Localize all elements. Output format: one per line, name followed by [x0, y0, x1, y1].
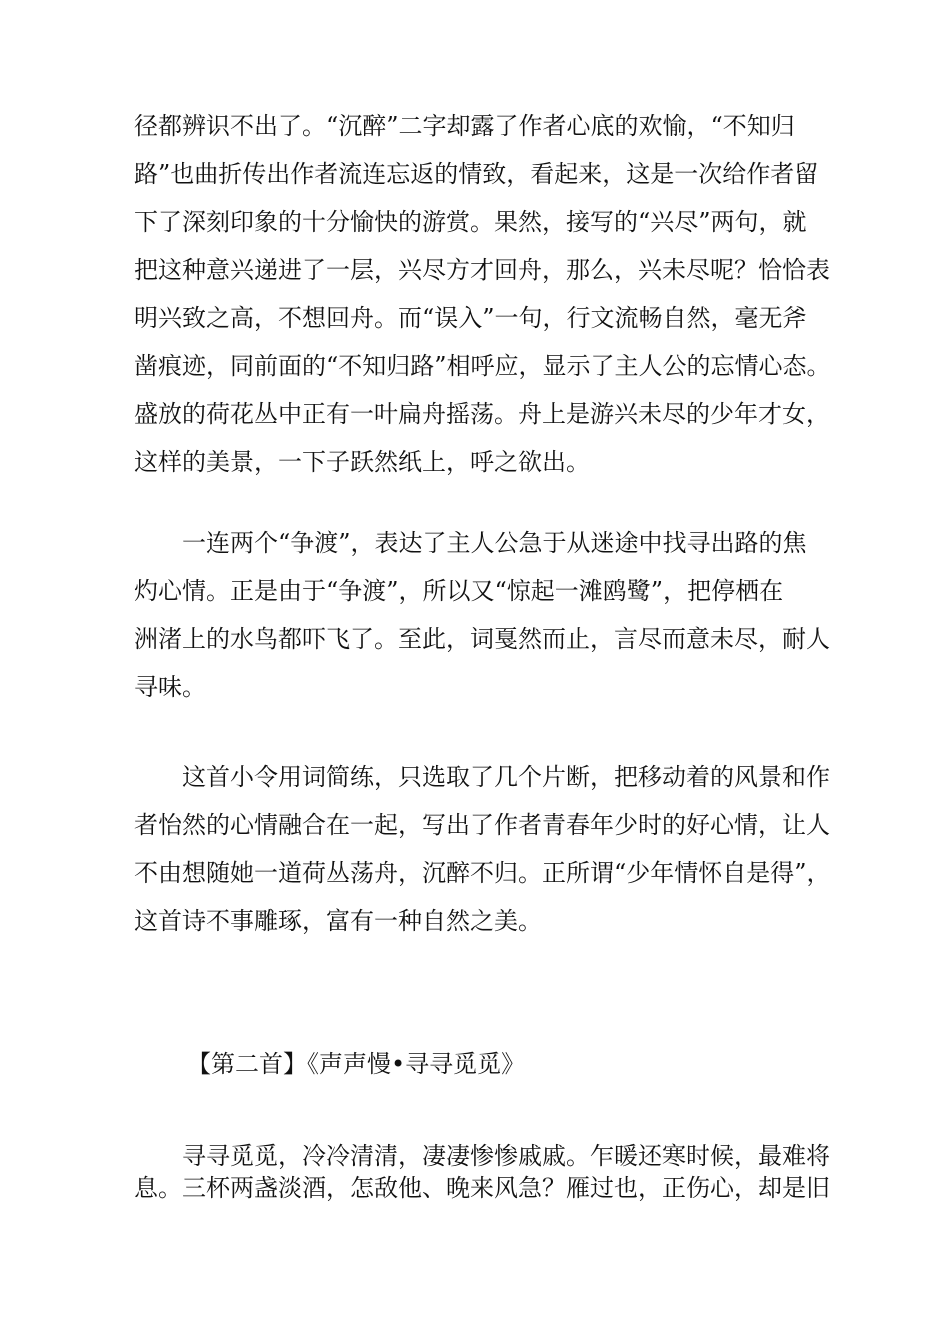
poem-text [134, 1140, 834, 1204]
text-line: 径都辨识不出了。“沉醉”二字却露了作者心底的欢愉，“不知归 [134, 112, 795, 140]
paragraph-analysis-1 [134, 102, 834, 486]
text-line: 寻味。 [134, 673, 206, 701]
text-line: 这首诗不事雕琢，富有一种自然之美。 [134, 907, 542, 935]
text-line: 者怡然的心情融合在一起，写出了作者青春年少时的好心情，让人 [134, 811, 830, 839]
text-line: 把这种意兴递进了一层，兴尽方才回舟，那么，兴未尽呢？恰恰表 [134, 256, 830, 284]
text-line: 一连两个“争渡”，表达了主人公急于从迷途中找寻出路的焦 [134, 529, 807, 557]
text-line: 盛放的荷花丛中正有一叶扁舟摇荡。舟上是游兴未尽的少年才女， [134, 400, 830, 428]
text-line: 灼心情。正是由于“争渡”，所以又“惊起一滩鸥鹭”，把停栖在 [134, 577, 784, 605]
text-line: 下了深刻印象的十分愉快的游赏。果然，接写的“兴尽”两句，就 [134, 208, 807, 236]
text-line: 这首小令用词简练，只选取了几个片断，把移动着的风景和作 [134, 763, 830, 791]
paragraph-analysis-2 [134, 519, 834, 711]
text-line: 寻寻觅觅，冷冷清清，凄凄惨惨戚戚。乍暖还寒时候，最难将 [134, 1142, 830, 1170]
text-line: 凿痕迹，同前面的“不知归路”相呼应，显示了主人公的忘情心态。 [134, 352, 831, 380]
text-line: 路”也曲折传出作者流连忘返的情致，看起来，这是一次给作者留 [134, 160, 819, 188]
paragraph-analysis-3 [134, 753, 834, 945]
text-line: 不由想随她一道荷丛荡舟，沉醉不归。正所谓“少年情怀自是得”， [134, 859, 831, 887]
text-line: 这样的美景，一下子跃然纸上，呼之欲出。 [134, 448, 590, 476]
text-line: 明兴致之高，不想回舟。而“误入”一句，行文流畅自然，毫无斧 [134, 304, 807, 332]
text-line: 息。三杯两盏淡酒，怎敌他、晚来风急？雁过也，正伤心，却是旧 [134, 1174, 830, 1202]
section-heading: 【第二首】《声声慢•寻寻觅觅》 [187, 1050, 526, 1078]
text-line: 洲渚上的水鸟都吓飞了。至此，词戛然而止，言尽而意未尽，耐人 [134, 625, 830, 653]
